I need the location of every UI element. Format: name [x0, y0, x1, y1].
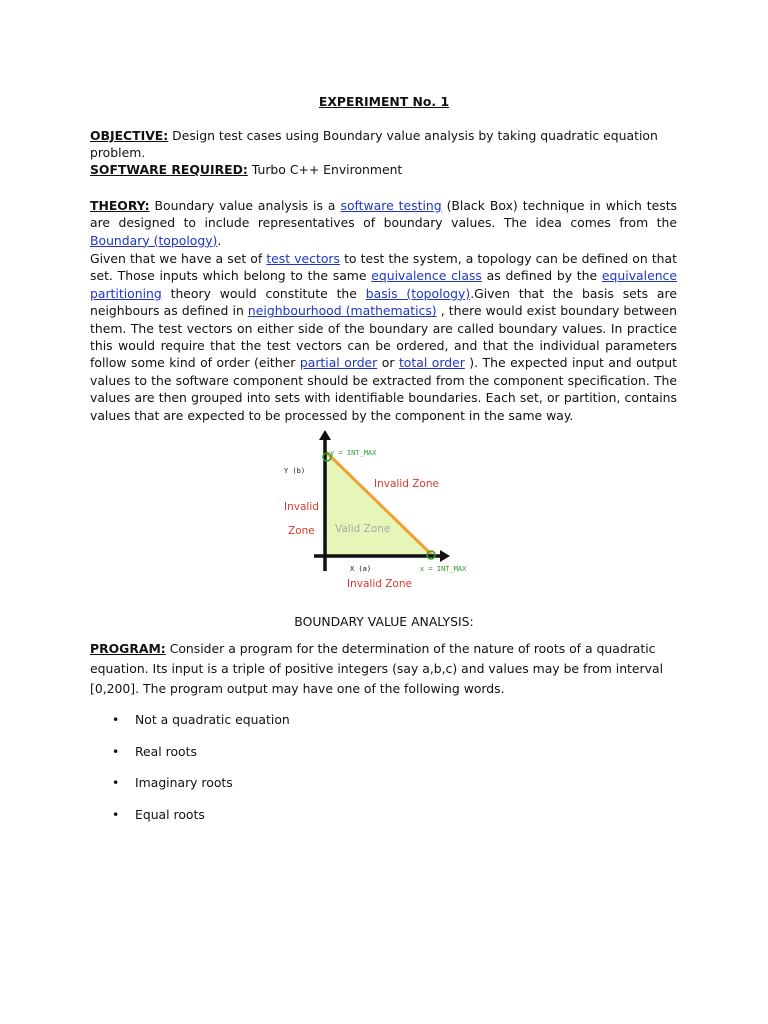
- paragraph-text: or: [377, 355, 399, 371]
- paragraph-text: ). The expected input and output values to the software component should be extracted from the component specification. The values are then grouped into sets with identifiable boundaries. Each set, or partition, contains values that are expected to be processed by the component in the same way.: [90, 355, 677, 423]
- theory-paragraph: [90, 197, 677, 249]
- theory-text: .: [217, 232, 222, 248]
- list-item: [90, 773, 590, 805]
- x-int-max-label: x = INT_MAX: [420, 565, 467, 573]
- program-label: PROGRAM:: [90, 641, 166, 656]
- paragraph-text: theory would constitute the: [161, 285, 366, 301]
- valid-zone-label: Valid Zone: [335, 523, 391, 535]
- paragraph-text: Given that we have a set of: [90, 251, 267, 266]
- list-item-text: Real roots: [135, 743, 197, 759]
- list-item: [90, 710, 590, 742]
- y-axis-label: Y (b): [284, 467, 306, 475]
- objective-text: Design test cases using Boundary value analysis by taking quadratic equation problem.: [90, 128, 658, 161]
- y-axis-arrow: [319, 430, 331, 440]
- bullet-icon: •: [112, 775, 120, 790]
- software-label: SOFTWARE REQUIRED:: [90, 162, 248, 177]
- invalid-zone-left-label: Invalid: [284, 501, 319, 513]
- output-words-list: [90, 710, 590, 836]
- objective-paragraph: [90, 127, 677, 162]
- paragraph-text: , there would exist boundary between them. The test vectors on either side of the boundary are called boundary values. In practice this would require that the test vectors can be ordered, and that the individual parameters follow some kind of order (either: [90, 303, 678, 371]
- paragraph-text: .Given that the basis sets are neighbours as defined in: [90, 285, 677, 319]
- link-partial-order[interactable]: partial order: [299, 355, 378, 371]
- link-software-testing[interactable]: software testing: [340, 198, 442, 213]
- link-test-vectors[interactable]: test vectors: [266, 251, 340, 266]
- bullet-icon: •: [112, 712, 120, 727]
- link-basis-topology[interactable]: basis (topology): [365, 285, 471, 301]
- paragraph-text: as defined by the: [481, 268, 602, 284]
- link-total-order[interactable]: total order: [398, 355, 465, 371]
- topology-paragraph: [90, 250, 677, 424]
- list-item-text: Imaginary roots: [135, 775, 233, 790]
- link-equivalence-class[interactable]: equivalence class: [371, 268, 482, 284]
- paragraph-text: to test the system, a topology can be defined on that set. Those inputs which belong to the same: [90, 251, 677, 284]
- software-paragraph: [90, 161, 677, 178]
- boundary-value-figure: [278, 428, 478, 593]
- bullet-icon: •: [112, 743, 120, 759]
- link-equivalence-partitioning[interactable]: equivalence partitioning: [90, 268, 677, 301]
- invalid-zone-left-label-2: Zone: [288, 525, 315, 537]
- y-int-max-label: y = INT_MAX: [330, 449, 377, 457]
- software-text: Turbo C++ Environment: [247, 162, 403, 177]
- theory-text: (Black Box) technique in which tests are designed to include representatives of boundary values. The idea comes from the: [90, 198, 678, 231]
- x-axis-arrow: [440, 550, 450, 562]
- link-neighbourhood[interactable]: neighbourhood (mathematics): [247, 303, 437, 319]
- x-axis-label: X (a): [350, 565, 372, 573]
- list-item: [90, 742, 590, 774]
- list-item-text: Equal roots: [135, 806, 205, 822]
- theory-text: Boundary value analysis is a: [149, 198, 341, 213]
- program-paragraph: [90, 639, 677, 698]
- list-item: [90, 805, 590, 837]
- invalid-zone-bottom-label: Invalid Zone: [347, 578, 412, 590]
- figure-caption: BOUNDARY VALUE ANALYSIS:: [294, 614, 474, 629]
- invalid-zone-top-label: Invalid Zone: [374, 478, 439, 490]
- link-boundary-topology[interactable]: Boundary (topology): [90, 232, 218, 248]
- theory-label: THEORY:: [90, 198, 150, 213]
- bullet-icon: •: [112, 806, 120, 822]
- program-text: Consider a program for the determination of the nature of roots of a quadratic equation. Its input is a triple of positive integers (say a,b,c) and values may be from interval [0,200]. The program output may have one of the following words.: [90, 641, 664, 696]
- objective-label: OBJECTIVE:: [90, 128, 169, 143]
- page-title: EXPERIMENT No. 1: [318, 94, 450, 109]
- list-item-text: Not a quadratic equation: [135, 712, 290, 727]
